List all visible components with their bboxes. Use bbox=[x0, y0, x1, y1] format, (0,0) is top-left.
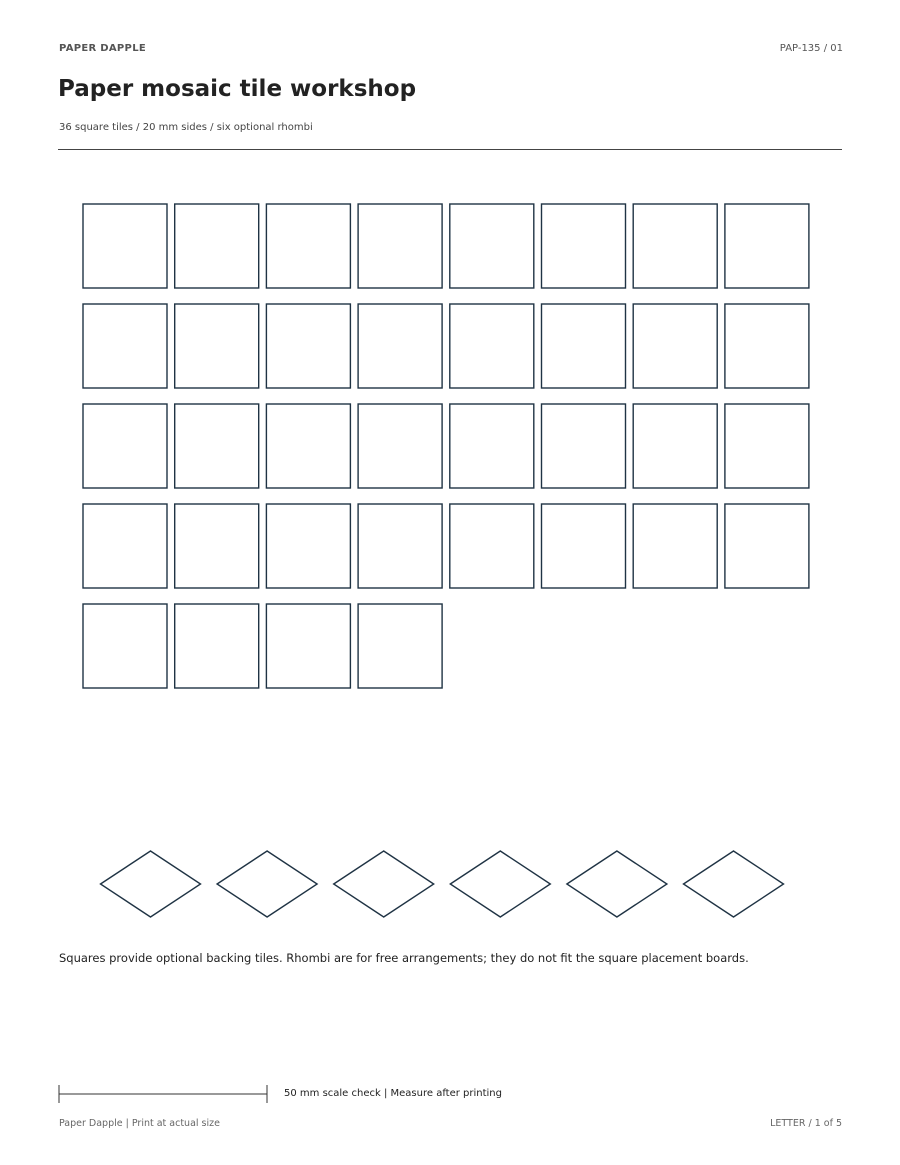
square-tile bbox=[266, 504, 350, 588]
page-title: Paper mosaic tile workshop bbox=[58, 76, 417, 102]
brand-label: PAPER DAPPLE bbox=[59, 43, 146, 54]
square-tile bbox=[450, 504, 534, 588]
page-subtitle: 36 square tiles / 20 mm sides / six optional rhombi bbox=[59, 122, 313, 133]
square-tile bbox=[175, 204, 259, 288]
document-number: PAP-135 / 01 bbox=[779, 43, 843, 54]
square-tile bbox=[358, 604, 442, 688]
rhombus-tile bbox=[684, 851, 784, 917]
square-tile bbox=[542, 404, 626, 488]
square-tile bbox=[83, 304, 167, 388]
square-tile bbox=[450, 304, 534, 388]
square-tile bbox=[358, 204, 442, 288]
footer-left: Paper Dapple | Print at actual size bbox=[59, 1118, 220, 1129]
rhombus-tile bbox=[334, 851, 434, 917]
square-tile bbox=[175, 404, 259, 488]
square-tile bbox=[633, 304, 717, 388]
square-tile bbox=[358, 404, 442, 488]
rhombus-tile bbox=[101, 851, 201, 917]
square-tile bbox=[542, 304, 626, 388]
square-tile bbox=[266, 604, 350, 688]
scale-check-label: 50 mm scale check | Measure after printing bbox=[284, 1088, 502, 1099]
square-tile bbox=[358, 304, 442, 388]
rhombus-tile bbox=[567, 851, 667, 917]
square-tile bbox=[542, 504, 626, 588]
square-tile bbox=[83, 204, 167, 288]
square-tile bbox=[266, 204, 350, 288]
rhombus-tile bbox=[450, 851, 550, 917]
square-tile bbox=[725, 404, 809, 488]
usage-note: Squares provide optional backing tiles. Rhombi are for free arrangements; they do not fit the square placement boards. bbox=[59, 951, 749, 965]
square-tile bbox=[175, 604, 259, 688]
square-tile bbox=[450, 204, 534, 288]
square-tile bbox=[175, 304, 259, 388]
square-tile bbox=[633, 404, 717, 488]
rhombus-tile bbox=[217, 851, 317, 917]
square-tile bbox=[83, 404, 167, 488]
square-tile bbox=[83, 504, 167, 588]
square-tile bbox=[633, 204, 717, 288]
scale-check-bar bbox=[58, 1085, 270, 1103]
footer-right: LETTER / 1 of 5 bbox=[770, 1118, 842, 1129]
square-tile bbox=[358, 504, 442, 588]
square-tile bbox=[175, 504, 259, 588]
square-tile bbox=[725, 304, 809, 388]
square-tile bbox=[266, 404, 350, 488]
square-tile bbox=[542, 204, 626, 288]
square-tile bbox=[725, 204, 809, 288]
square-tile bbox=[633, 504, 717, 588]
square-tile bbox=[83, 604, 167, 688]
square-tile bbox=[725, 504, 809, 588]
square-tile bbox=[450, 404, 534, 488]
square-tile bbox=[266, 304, 350, 388]
